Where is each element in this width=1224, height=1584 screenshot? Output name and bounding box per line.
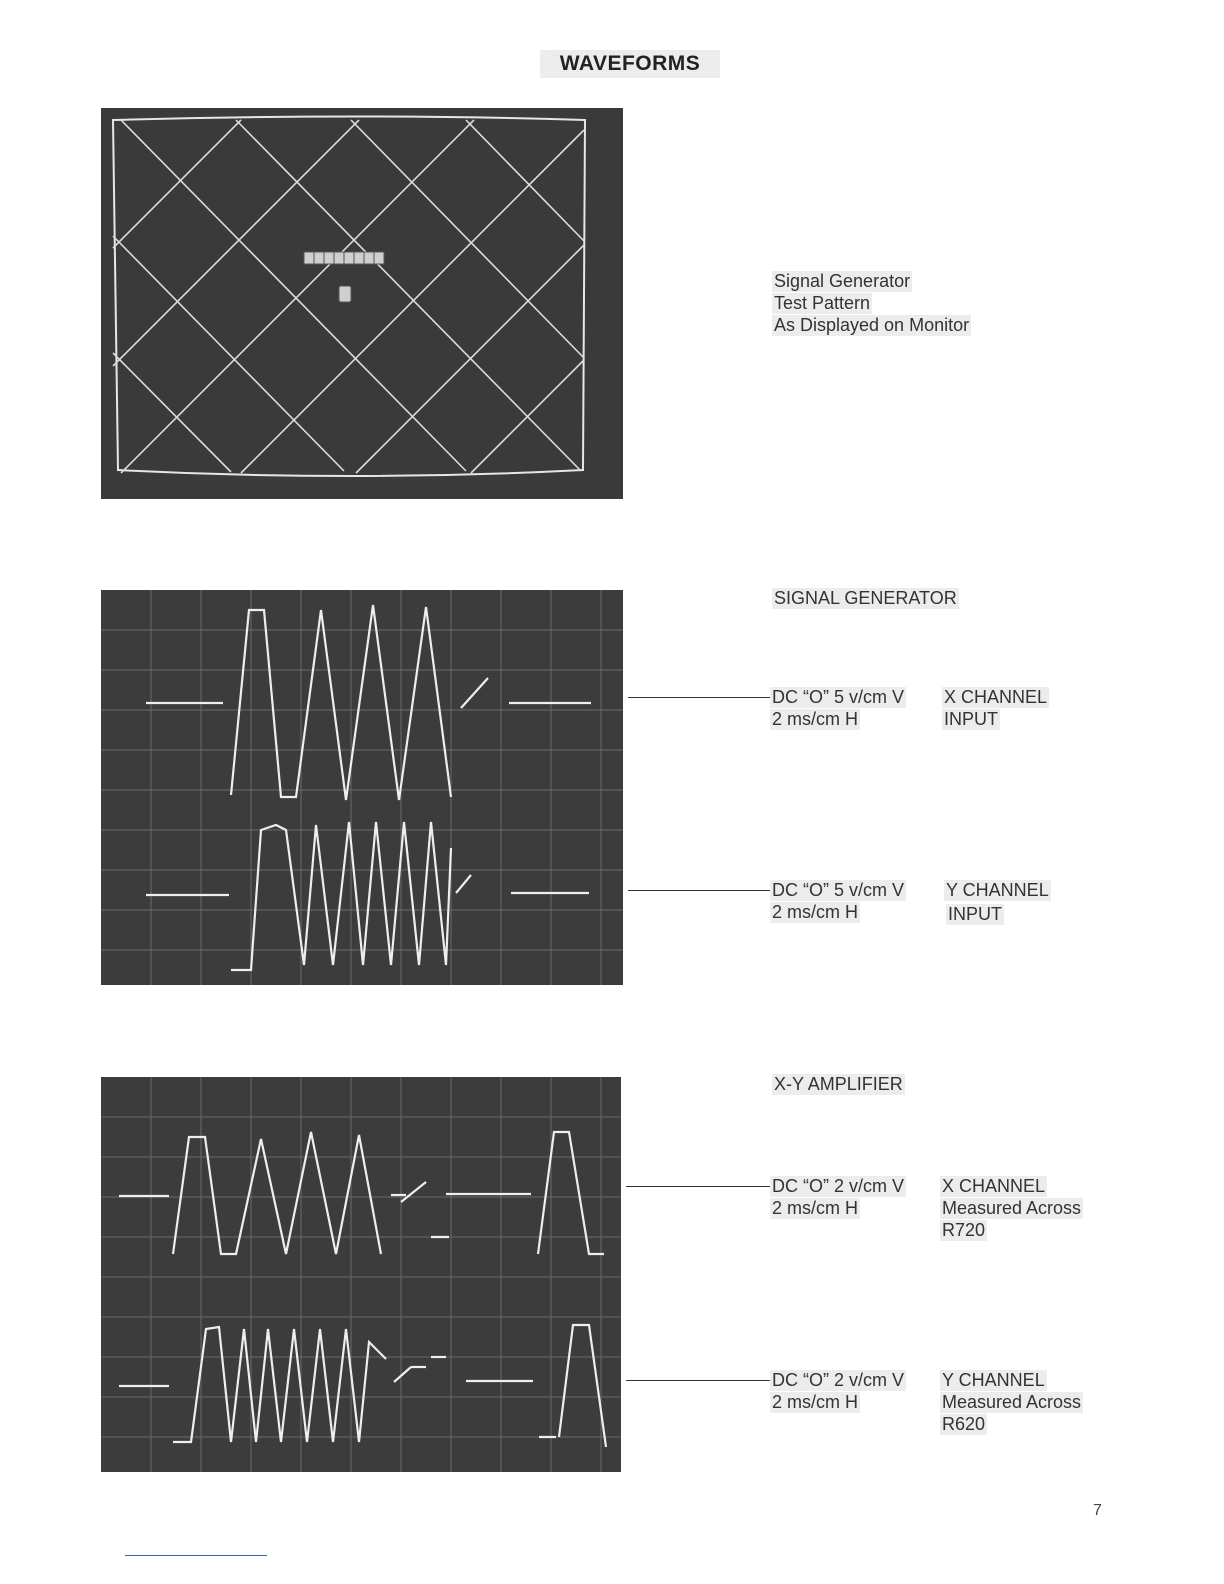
- test-pattern-caption-line1: Signal Generator: [774, 271, 911, 291]
- y-r620-setting-line1: DC “O” 2 v/cm V: [772, 1370, 905, 1390]
- y-input-channel-line2: INPUT: [948, 904, 1002, 924]
- xy-amplifier-scope-graphic: [101, 1077, 621, 1472]
- signal-generator-scope-photo: [101, 590, 623, 985]
- test-pattern-caption-line3: As Displayed on Monitor: [774, 315, 970, 335]
- y-r620-channel-line2: Measured Across: [942, 1392, 1082, 1412]
- x-r720-channel-line2: Measured Across: [942, 1198, 1082, 1218]
- x-input-channel-line2: INPUT: [944, 709, 998, 729]
- x-input-leader-line: [628, 697, 770, 698]
- x-input-setting-line1: DC “O” 5 v/cm V: [772, 687, 905, 707]
- y-input-channel-line1: Y CHANNEL: [946, 880, 1049, 900]
- y-r620-channel-line3: R620: [942, 1414, 986, 1434]
- x-r720-leader-line: [626, 1186, 770, 1187]
- y-r620-setting-line2: 2 ms/cm H: [772, 1392, 859, 1412]
- x-r720-channel-line1: X CHANNEL: [942, 1176, 1046, 1196]
- xy-amplifier-scope-photo: [101, 1077, 621, 1472]
- signal-generator-heading: SIGNAL GENERATOR: [774, 588, 957, 608]
- y-input-setting-line1: DC “O” 5 v/cm V: [772, 880, 905, 900]
- x-r720-setting-line2: 2 ms/cm H: [772, 1198, 859, 1218]
- test-pattern-caption-line2: Test Pattern: [774, 293, 871, 313]
- signal-generator-scope-graphic: [101, 590, 623, 985]
- footer-rule: [125, 1555, 267, 1556]
- y-r620-leader-line: [626, 1380, 770, 1381]
- x-input-setting-line2: 2 ms/cm H: [772, 709, 859, 729]
- y-input-setting-line2: 2 ms/cm H: [772, 902, 859, 922]
- y-r620-channel-line1: Y CHANNEL: [942, 1370, 1045, 1390]
- test-pattern-photo: [101, 108, 623, 499]
- page-title: WAVEFORMS: [540, 50, 720, 78]
- y-input-leader-line: [628, 890, 770, 891]
- page-number: 7: [1093, 1502, 1102, 1519]
- test-pattern-graphic: [101, 108, 623, 499]
- xy-amplifier-heading: X-Y AMPLIFIER: [774, 1074, 903, 1094]
- x-input-channel-line1: X CHANNEL: [944, 687, 1048, 707]
- x-r720-setting-line1: DC “O” 2 v/cm V: [772, 1176, 905, 1196]
- x-r720-channel-line3: R720: [942, 1220, 986, 1240]
